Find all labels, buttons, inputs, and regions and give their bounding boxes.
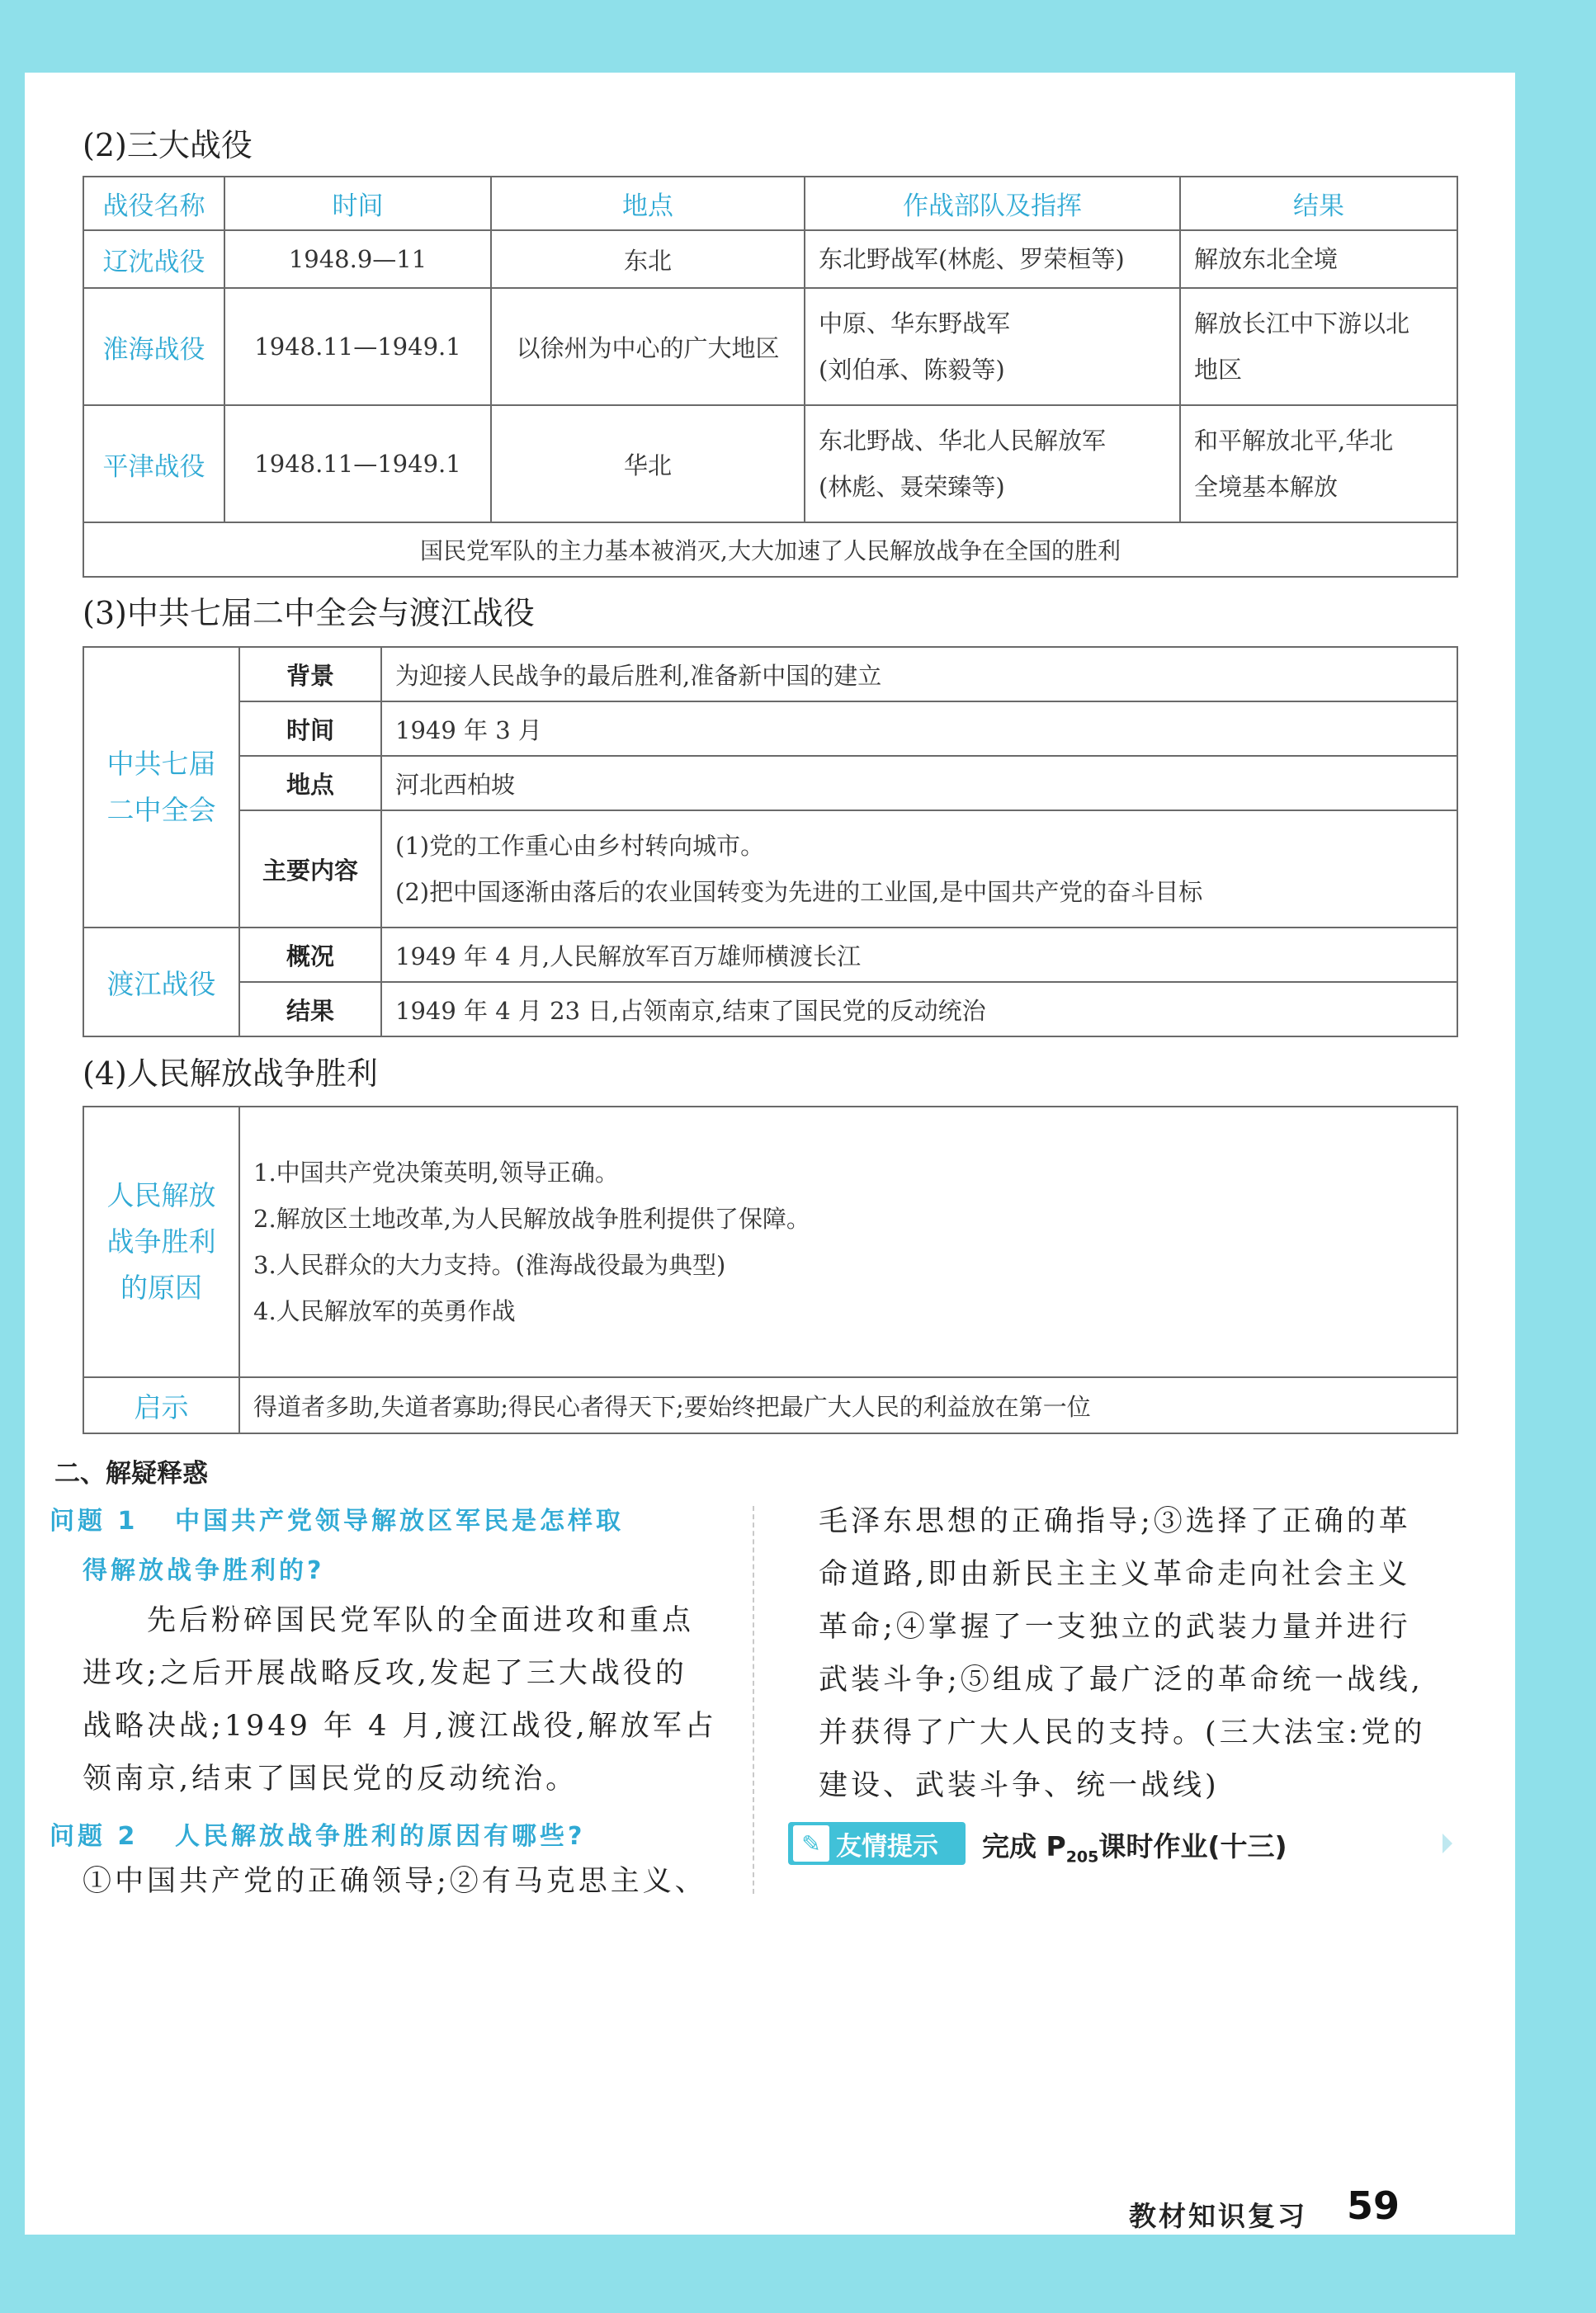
question-1-text: 得解放战争胜利的? xyxy=(83,1556,325,1585)
row-value: 1949 年 3 月 xyxy=(381,701,1457,756)
table-row xyxy=(83,1107,1457,1377)
campaign-time: 1948.11—1949.1 xyxy=(224,405,491,522)
section-title-victory: (4)人民解放战争胜利 xyxy=(83,1055,378,1092)
result-line: 解放长江中下游以北 xyxy=(1194,309,1410,338)
campaign-troops xyxy=(805,288,1180,405)
campaign-troops xyxy=(805,230,1180,288)
insight-text: 得道者多助,失道者寡助;得民心者得天下;要始终把最广大人民的利益放在第一位 xyxy=(239,1377,1457,1433)
question-2-text: 人民解放战争胜利的原因有哪些? xyxy=(175,1822,586,1851)
reason-item: 4.人民解放军的英勇作战 xyxy=(253,1297,516,1325)
header-cell: 作战部队及指挥 xyxy=(805,177,1180,230)
row-label: 主要内容 xyxy=(239,810,381,928)
answer-line: 进攻;之后开展战略反攻,发起了三大战役的 xyxy=(83,1657,687,1690)
table-row xyxy=(83,405,1457,522)
label-line: 的原因 xyxy=(120,1272,202,1304)
question-2-label: 问题 2 xyxy=(50,1822,139,1851)
row-label: 时间 xyxy=(239,701,381,756)
second-plenum-table xyxy=(83,646,1458,1037)
table-row xyxy=(83,756,1457,810)
row-value: 1949 年 4 月,人民解放军百万雄师横渡长江 xyxy=(381,928,1457,982)
value-line: (1)党的工作重心由乡村转向城市。 xyxy=(395,832,765,860)
answer-line: 建设、武装斗争、统一战线) xyxy=(819,1769,1220,1802)
page-number: 59 xyxy=(1347,2183,1400,2228)
row-label: 结果 xyxy=(239,982,381,1036)
column-divider xyxy=(753,1506,754,1894)
homework-suffix: 课时作业(十三) xyxy=(1098,1830,1287,1862)
footer-label: 教材知识复习 xyxy=(1129,2200,1307,2232)
campaign-place: 以徐州为中心的广大地区 xyxy=(491,288,805,405)
troops-line: (林彪、聂荣臻等) xyxy=(819,473,1005,501)
header-cell: 时间 xyxy=(224,177,491,230)
row-label: 概况 xyxy=(239,928,381,982)
troops-line: 中原、华东野战军 xyxy=(819,309,1011,338)
question-1-label: 问题 1 xyxy=(50,1507,139,1536)
campaign-time: 1948.9—11 xyxy=(224,230,491,288)
table-header-row xyxy=(83,177,1457,230)
campaign-result xyxy=(1180,405,1457,522)
result-line: 地区 xyxy=(1194,356,1243,384)
campaign-name: 淮海战役 xyxy=(83,288,224,405)
table-row xyxy=(83,810,1457,928)
reason-item: 3.人民群众的大力支持。(淮海战役最为典型) xyxy=(253,1251,726,1279)
troops-line: 东北野战军(林彪、罗荣桓等) xyxy=(819,245,1125,273)
row-label: 地点 xyxy=(239,756,381,810)
troops-line: (刘伯承、陈毅等) xyxy=(819,356,1005,384)
table-row xyxy=(83,647,1457,701)
campaign-result xyxy=(1180,288,1457,405)
pencil-note-icon: ✎ xyxy=(793,1825,829,1862)
campaign-place: 华北 xyxy=(491,405,805,522)
table-row xyxy=(83,701,1457,756)
answer-line: 战略决战;1949 年 4 月,渡江战役,解放军占 xyxy=(83,1710,717,1743)
answer-line: 命道路,即由新民主主义革命走向社会主义 xyxy=(819,1558,1411,1591)
campaign-result xyxy=(1180,230,1457,288)
answer-2-right xyxy=(819,1495,1479,1812)
result-line: 解放东北全境 xyxy=(1194,245,1339,273)
answer-1 xyxy=(83,1594,734,1806)
header-cell: 地点 xyxy=(491,177,805,230)
group-label-plenum xyxy=(83,647,239,928)
homework-page-number: 205 xyxy=(1065,1848,1099,1867)
answer-line: 革命;④掌握了一支独立的武装力量并进行 xyxy=(819,1611,1411,1644)
victory-table xyxy=(83,1106,1458,1434)
troops-line: 东北野战、华北人民解放军 xyxy=(819,427,1107,455)
friendly-tip-label: 友情提示 xyxy=(836,1831,938,1862)
victory-reasons-label xyxy=(83,1107,239,1377)
answer-line: 毛泽东思想的正确指导;③选择了正确的革 xyxy=(819,1505,1411,1538)
victory-reasons-list xyxy=(239,1107,1457,1377)
answer-line: 并获得了广大人民的支持。(三大法宝:党的 xyxy=(819,1716,1426,1749)
three-campaigns-table xyxy=(83,176,1458,578)
table-row xyxy=(83,288,1457,405)
homework-link[interactable] xyxy=(982,1825,1287,1867)
table-row xyxy=(83,1377,1457,1433)
campaign-name: 辽沈战役 xyxy=(83,230,224,288)
reason-item: 1.中国共产党决策英明,领导正确。 xyxy=(253,1159,619,1187)
campaign-troops xyxy=(805,405,1180,522)
arrow-right-icon xyxy=(1443,1834,1452,1853)
section-title-three-campaigns: (2)三大战役 xyxy=(83,127,253,163)
question-1-text: 中国共产党领导解放区军民是怎样取 xyxy=(175,1507,624,1536)
row-label: 背景 xyxy=(239,647,381,701)
table-row xyxy=(83,230,1457,288)
campaign-time: 1948.11—1949.1 xyxy=(224,288,491,405)
row-value xyxy=(381,810,1457,928)
group-label-crossing: 渡江战役 xyxy=(83,928,239,1036)
table-row xyxy=(83,928,1457,982)
table-footer-row xyxy=(83,522,1457,577)
table-row xyxy=(83,982,1457,1036)
result-line: 和平解放北平,华北 xyxy=(1194,427,1394,455)
row-value: 1949 年 4 月 23 日,占领南京,结束了国民党的反动统治 xyxy=(381,982,1457,1036)
homework-prefix: 完成 P xyxy=(982,1830,1066,1862)
label-line: 战争胜利 xyxy=(106,1225,216,1258)
part-title-qa: 二、解疑释惑 xyxy=(54,1459,208,1489)
insight-label: 启示 xyxy=(83,1377,239,1433)
header-cell: 战役名称 xyxy=(83,177,224,230)
reason-item: 2.解放区土地改革,为人民解放战争胜利提供了保障。 xyxy=(253,1205,810,1233)
row-value: 为迎接人民战争的最后胜利,准备新中国的建立 xyxy=(381,647,1457,701)
group-label-line: 二中全会 xyxy=(106,794,216,826)
page-border-strip xyxy=(1515,0,1596,2313)
group-label-line: 中共七届 xyxy=(106,748,216,780)
result-line: 全境基本解放 xyxy=(1194,473,1339,501)
row-value: 河北西柏坡 xyxy=(381,756,1457,810)
answer-line: 领南京,结束了国民党的反动统治。 xyxy=(83,1763,578,1796)
answer-line: 武装斗争;⑤组成了最广泛的革命统一战线, xyxy=(819,1664,1424,1697)
campaign-name: 平津战役 xyxy=(83,405,224,522)
label-line: 人民解放 xyxy=(106,1179,216,1211)
answer-2-left: ①中国共产党的正确领导;②有马克思主义、 xyxy=(83,1865,707,1898)
friendly-tip-badge xyxy=(788,1822,966,1865)
header-cell: 结果 xyxy=(1180,177,1457,230)
value-line: (2)把中国逐渐由落后的农业国转变为先进的工业国,是中国共产党的奋斗目标 xyxy=(395,878,1203,906)
answer-line: 先后粉碎国民党军队的全面进攻和重点 xyxy=(147,1604,695,1637)
section-title-second-plenum: (3)中共七届二中全会与渡江战役 xyxy=(83,595,535,631)
campaign-place: 东北 xyxy=(491,230,805,288)
campaigns-summary: 国民党军队的主力基本被消灭,大大加速了人民解放战争在全国的胜利 xyxy=(83,522,1457,577)
